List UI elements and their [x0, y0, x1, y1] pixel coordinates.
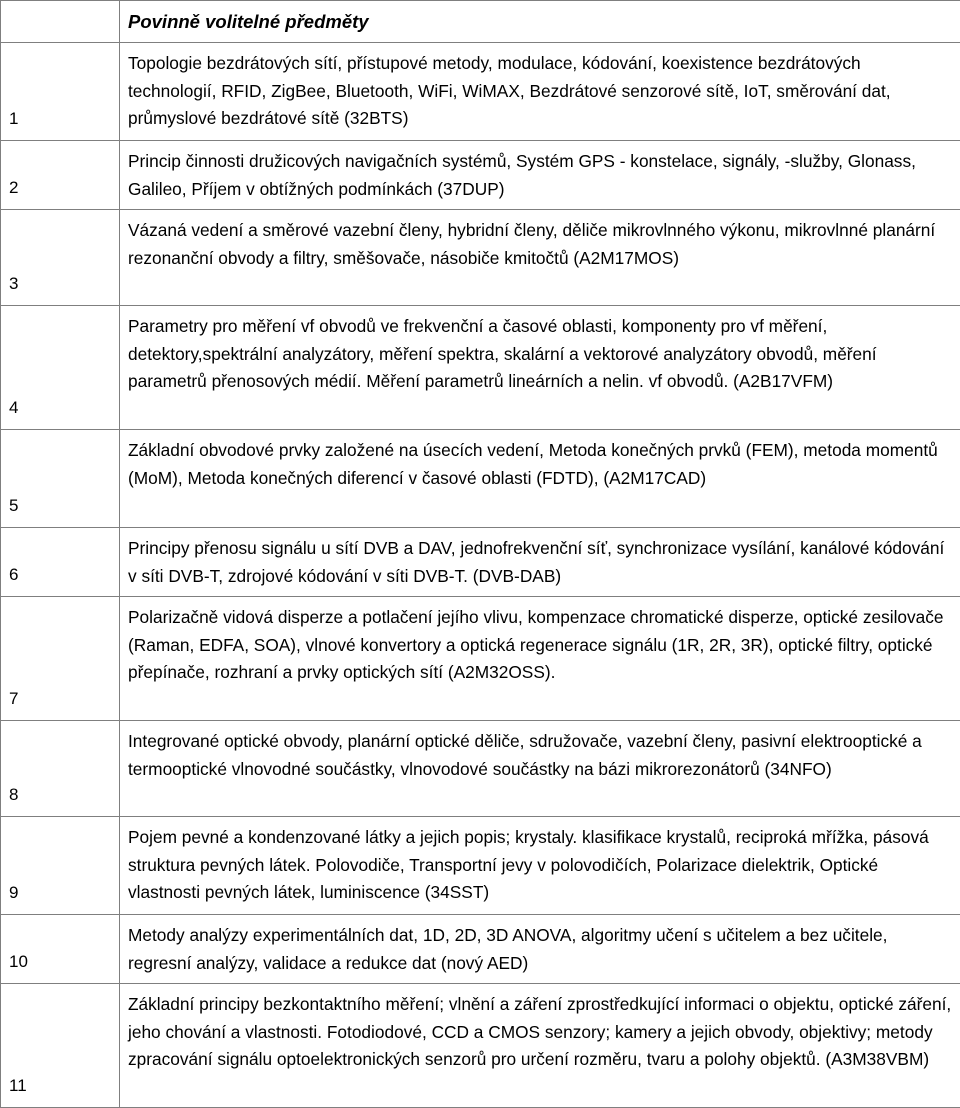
row-description: Pojem pevné a kondenzované látky a jejich popis; krystaly. klasifikace krystalů, reciproká mřížka, pásová struktura pevných látek. Polovodiče, Transportní jevy v polovodičích, Polarizace dielektrik, Optické vlastnosti pevných látek, luminiscence (34SST) [120, 817, 960, 915]
row-description: Topologie bezdrátových sítí, přístupové metody, modulace, kódování, koexistence bezdrátových technologií, RFID, ZigBee, Bluetooth, WiFi, WiMAX, Bezdrátové senzorové sítě, IoT, směrování dat, průmyslové bezdrátové sítě (32BTS) [120, 43, 960, 141]
row-number: 4 [1, 306, 120, 430]
table-row [1, 43, 960, 141]
row-description: Základní principy bezkontaktního měření; vlnění a záření zprostředkující informaci o objektu, optické záření, jeho chování a vlastnosti. Fotodiodové, CCD a CMOS senzory; kamery a jejich obvody, objektivy; metody zpracování signálu optoelektronických senzorů pro určení rozměru, tvaru a polohy objektů. (A3M38VBM) [120, 984, 960, 1108]
table-header-row [1, 1, 960, 43]
table-row [1, 528, 960, 597]
table-row [1, 597, 960, 721]
row-description: Polarizačně vidová disperze a potlačení jejího vlivu, kompenzace chromatické disperze, optické zesilovače (Raman, EDFA, SOA), vlnové konvertory a optická regenerace signálu (1R, 2R, 3R), optické filtry, optické přepínače, rozhraní a prvky optických sítí (A2M32OSS). [120, 597, 960, 721]
row-number: 1 [1, 43, 120, 141]
table-row [1, 141, 960, 210]
table-row [1, 915, 960, 984]
row-number: 3 [1, 210, 120, 306]
row-description: Metody analýzy experimentálních dat, 1D, 2D, 3D ANOVA, algoritmy učení s učitelem a bez učitele, regresní analýzy, validace a redukce dat (nový AED) [120, 915, 960, 984]
table-row [1, 306, 960, 430]
row-number: 11 [1, 984, 120, 1108]
row-description: Vázaná vedení a směrové vazební členy, hybridní členy, děliče mikrovlnného výkonu, mikrovlnné planární rezonanční obvody a filtry, směšovače, násobiče kmitočtů (A2M17MOS) [120, 210, 960, 306]
table-row [1, 817, 960, 915]
row-number: 9 [1, 817, 120, 915]
table-row [1, 430, 960, 528]
row-number: 8 [1, 721, 120, 817]
row-description: Integrované optické obvody, planární optické děliče, sdružovače, vazební členy, pasivní elektrooptické a termooptické vlnovodné součástky, vlnovodové součástky na bázi mikrorezonátorů (34NFO) [120, 721, 960, 817]
row-description: Parametry pro měření vf obvodů ve frekvenční a časové oblasti, komponenty pro vf měření, detektory,spektrální analyzátory, měření spektra, skalární a vektorové analyzátory obvodů, měření parametrů přenosových médií. Měření parametrů lineárních a nelin. vf obvodů. (A2B17VFM) [120, 306, 960, 430]
row-number: 10 [1, 915, 120, 984]
row-number: 7 [1, 597, 120, 721]
row-number: 5 [1, 430, 120, 528]
table-row [1, 721, 960, 817]
row-number: 2 [1, 141, 120, 210]
table-row [1, 984, 960, 1108]
table-row [1, 210, 960, 306]
row-number: 6 [1, 528, 120, 597]
row-description: Základní obvodové prvky založené na úsecích vedení, Metoda konečných prvků (FEM), metoda momentů (MoM), Metoda konečných diferencí v časové oblasti (FDTD), (A2M17CAD) [120, 430, 960, 528]
row-description: Princip činnosti družicových navigačních systémů, Systém GPS - konstelace, signály, -služby, Glonass, Galileo, Příjem v obtížných podmínkách (37DUP) [120, 141, 960, 210]
table-title: Povinně volitelné předměty [120, 1, 960, 43]
row-description: Principy přenosu signálu u sítí DVB a DAV, jednofrekvenční síť, synchronizace vysílání, kanálové kódování v síti DVB-T, zdrojové kódování v síti DVB-T. (DVB-DAB) [120, 528, 960, 597]
header-empty-cell [1, 1, 120, 43]
